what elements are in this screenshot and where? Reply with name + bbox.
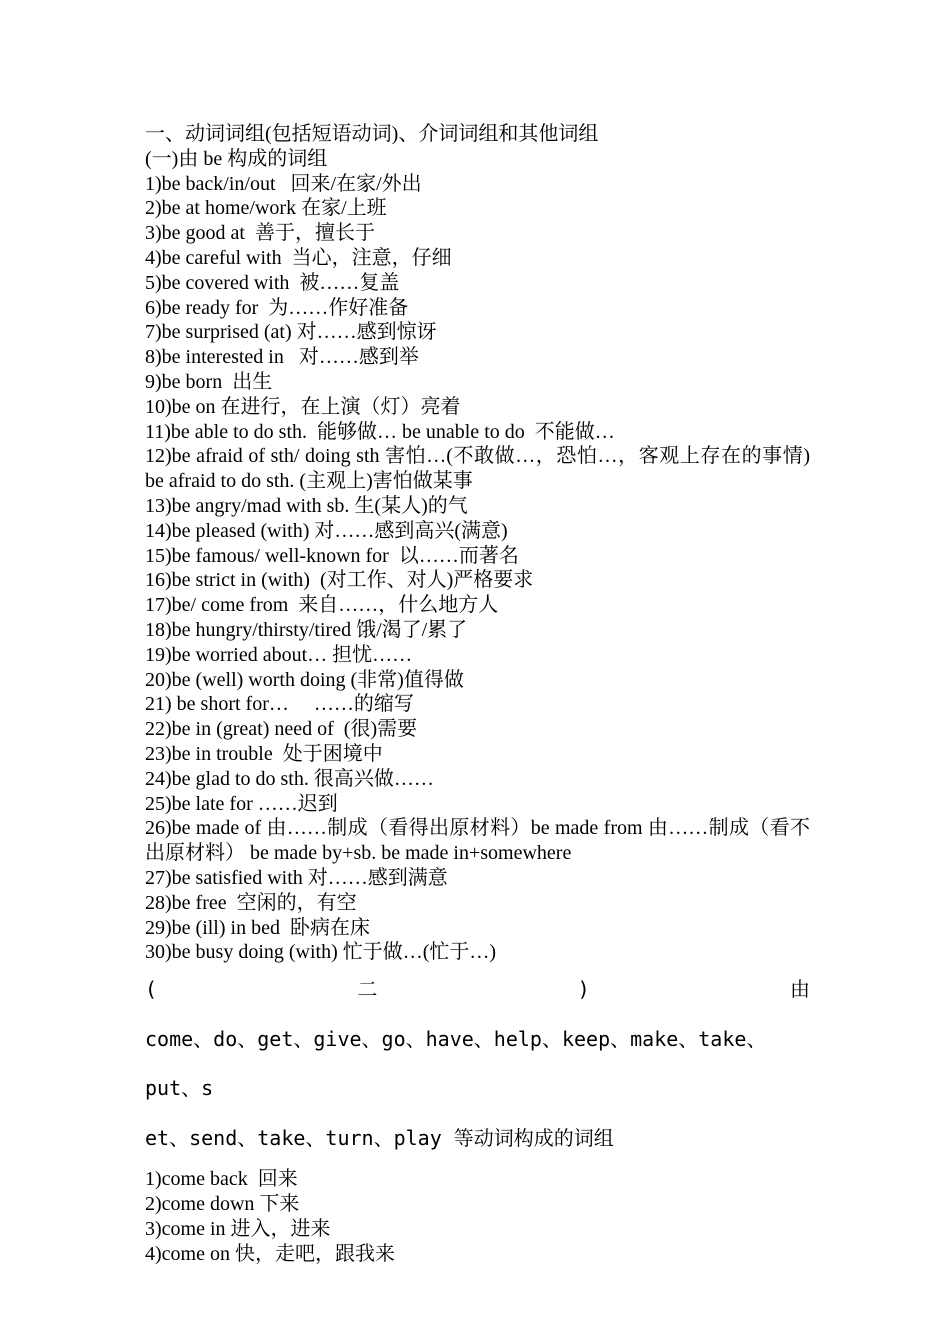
list-item: 29)be (ill) in bed 卧病在床	[145, 916, 370, 939]
list-item: 4)come on 快，走吧，跟我来	[145, 1242, 395, 1265]
list-item: 17)be/ come from 来自……，什么地方人	[145, 594, 499, 617]
list-item: 3)be good at 善于，擅长于	[145, 222, 375, 245]
list-item: 13)be angry/mad with sb. 生(某人)的气	[145, 494, 468, 517]
subsection-2-title-line-2: come、do、get、give、go、have、help、keep、make、take、put、s	[145, 1026, 767, 1101]
list-item: 8)be interested in 对……感到举	[145, 346, 419, 369]
list-item: 15)be famous/ well-known for 以……而著名	[145, 544, 519, 567]
list-item: 27)be satisfied with 对……感到满意	[145, 866, 448, 889]
list-item: 22)be in (great) need of (很)需要	[145, 718, 418, 741]
title-number: 二	[357, 977, 378, 1002]
list-item: 25)be late for ……迟到	[145, 792, 338, 815]
title-open-paren: (	[145, 977, 158, 1002]
subsection-2-title-line-1	[145, 965, 810, 1015]
list-item: 21) be short for… ……的缩写	[145, 693, 414, 716]
list-item: 30)be busy doing (with) 忙于做…(忙于…)	[145, 941, 497, 964]
section-title: 一、动词词组(包括短语动词)、介词词组和其他词组	[145, 123, 599, 145]
list-item: 5)be covered with 被……复盖	[145, 271, 400, 294]
list-item: 4)be careful with 当心，注意，仔细	[145, 246, 452, 269]
list-item: 24)be glad to do sth. 很高兴做……	[145, 767, 434, 790]
document-body	[145, 122, 810, 1267]
list-item: 1)come back 回来	[145, 1168, 298, 1191]
list-item: 1)be back/in/out 回来/在家/外出	[145, 172, 422, 195]
list-item: 18)be hungry/thirsty/tired 饿/渴了/累了	[145, 618, 468, 641]
list-item: 12)be afraid of sth/ doing sth 害怕…(不敢做…，恐怕…，客观上存在的事情) be afraid to do sth. (主观上)害怕做某事	[145, 445, 810, 493]
list-item: 19)be worried about… 担忧……	[145, 643, 413, 666]
list-item: 11)be able to do sth. 能够做… be unable to do 不能做…	[145, 420, 615, 443]
subsection-2-title	[145, 965, 810, 1163]
list-item: 2)be at home/work 在家/上班	[145, 197, 387, 220]
list-item: 2)come down 下来	[145, 1193, 300, 1216]
subsection-2-title-line-3: et、send、take、turn、play 等动词构成的词组	[145, 1125, 614, 1150]
list-item: 10)be on 在进行，在上演（灯）亮着	[145, 395, 461, 418]
list-item: 26)be made of 由……制成（看得出原材料）be made from 由……制成（看不出原材料） be made by+sb. be made in+somewhere	[145, 817, 810, 865]
title-by: 由	[789, 977, 810, 1002]
be-phrase-list	[145, 172, 810, 966]
subsection-1-title: (一)由 be 构成的词组	[145, 147, 328, 170]
list-item: 6)be ready for 为……作好准备	[145, 296, 409, 319]
verb-phrase-list	[145, 1167, 810, 1266]
list-item: 28)be free 空闲的，有空	[145, 891, 357, 914]
list-item: 9)be born 出生	[145, 370, 273, 393]
list-item: 3)come in 进入，进来	[145, 1218, 331, 1241]
list-item: 20)be (well) worth doing (非常)值得做	[145, 668, 464, 691]
list-item: 7)be surprised (at) 对……感到惊讶	[145, 321, 437, 344]
list-item: 14)be pleased (with) 对……感到高兴(满意)	[145, 519, 508, 542]
list-item: 23)be in trouble 处于困境中	[145, 742, 383, 765]
title-close-paren: )	[577, 977, 590, 1002]
list-item: 16)be strict in (with) (对工作、对人)严格要求	[145, 569, 534, 592]
